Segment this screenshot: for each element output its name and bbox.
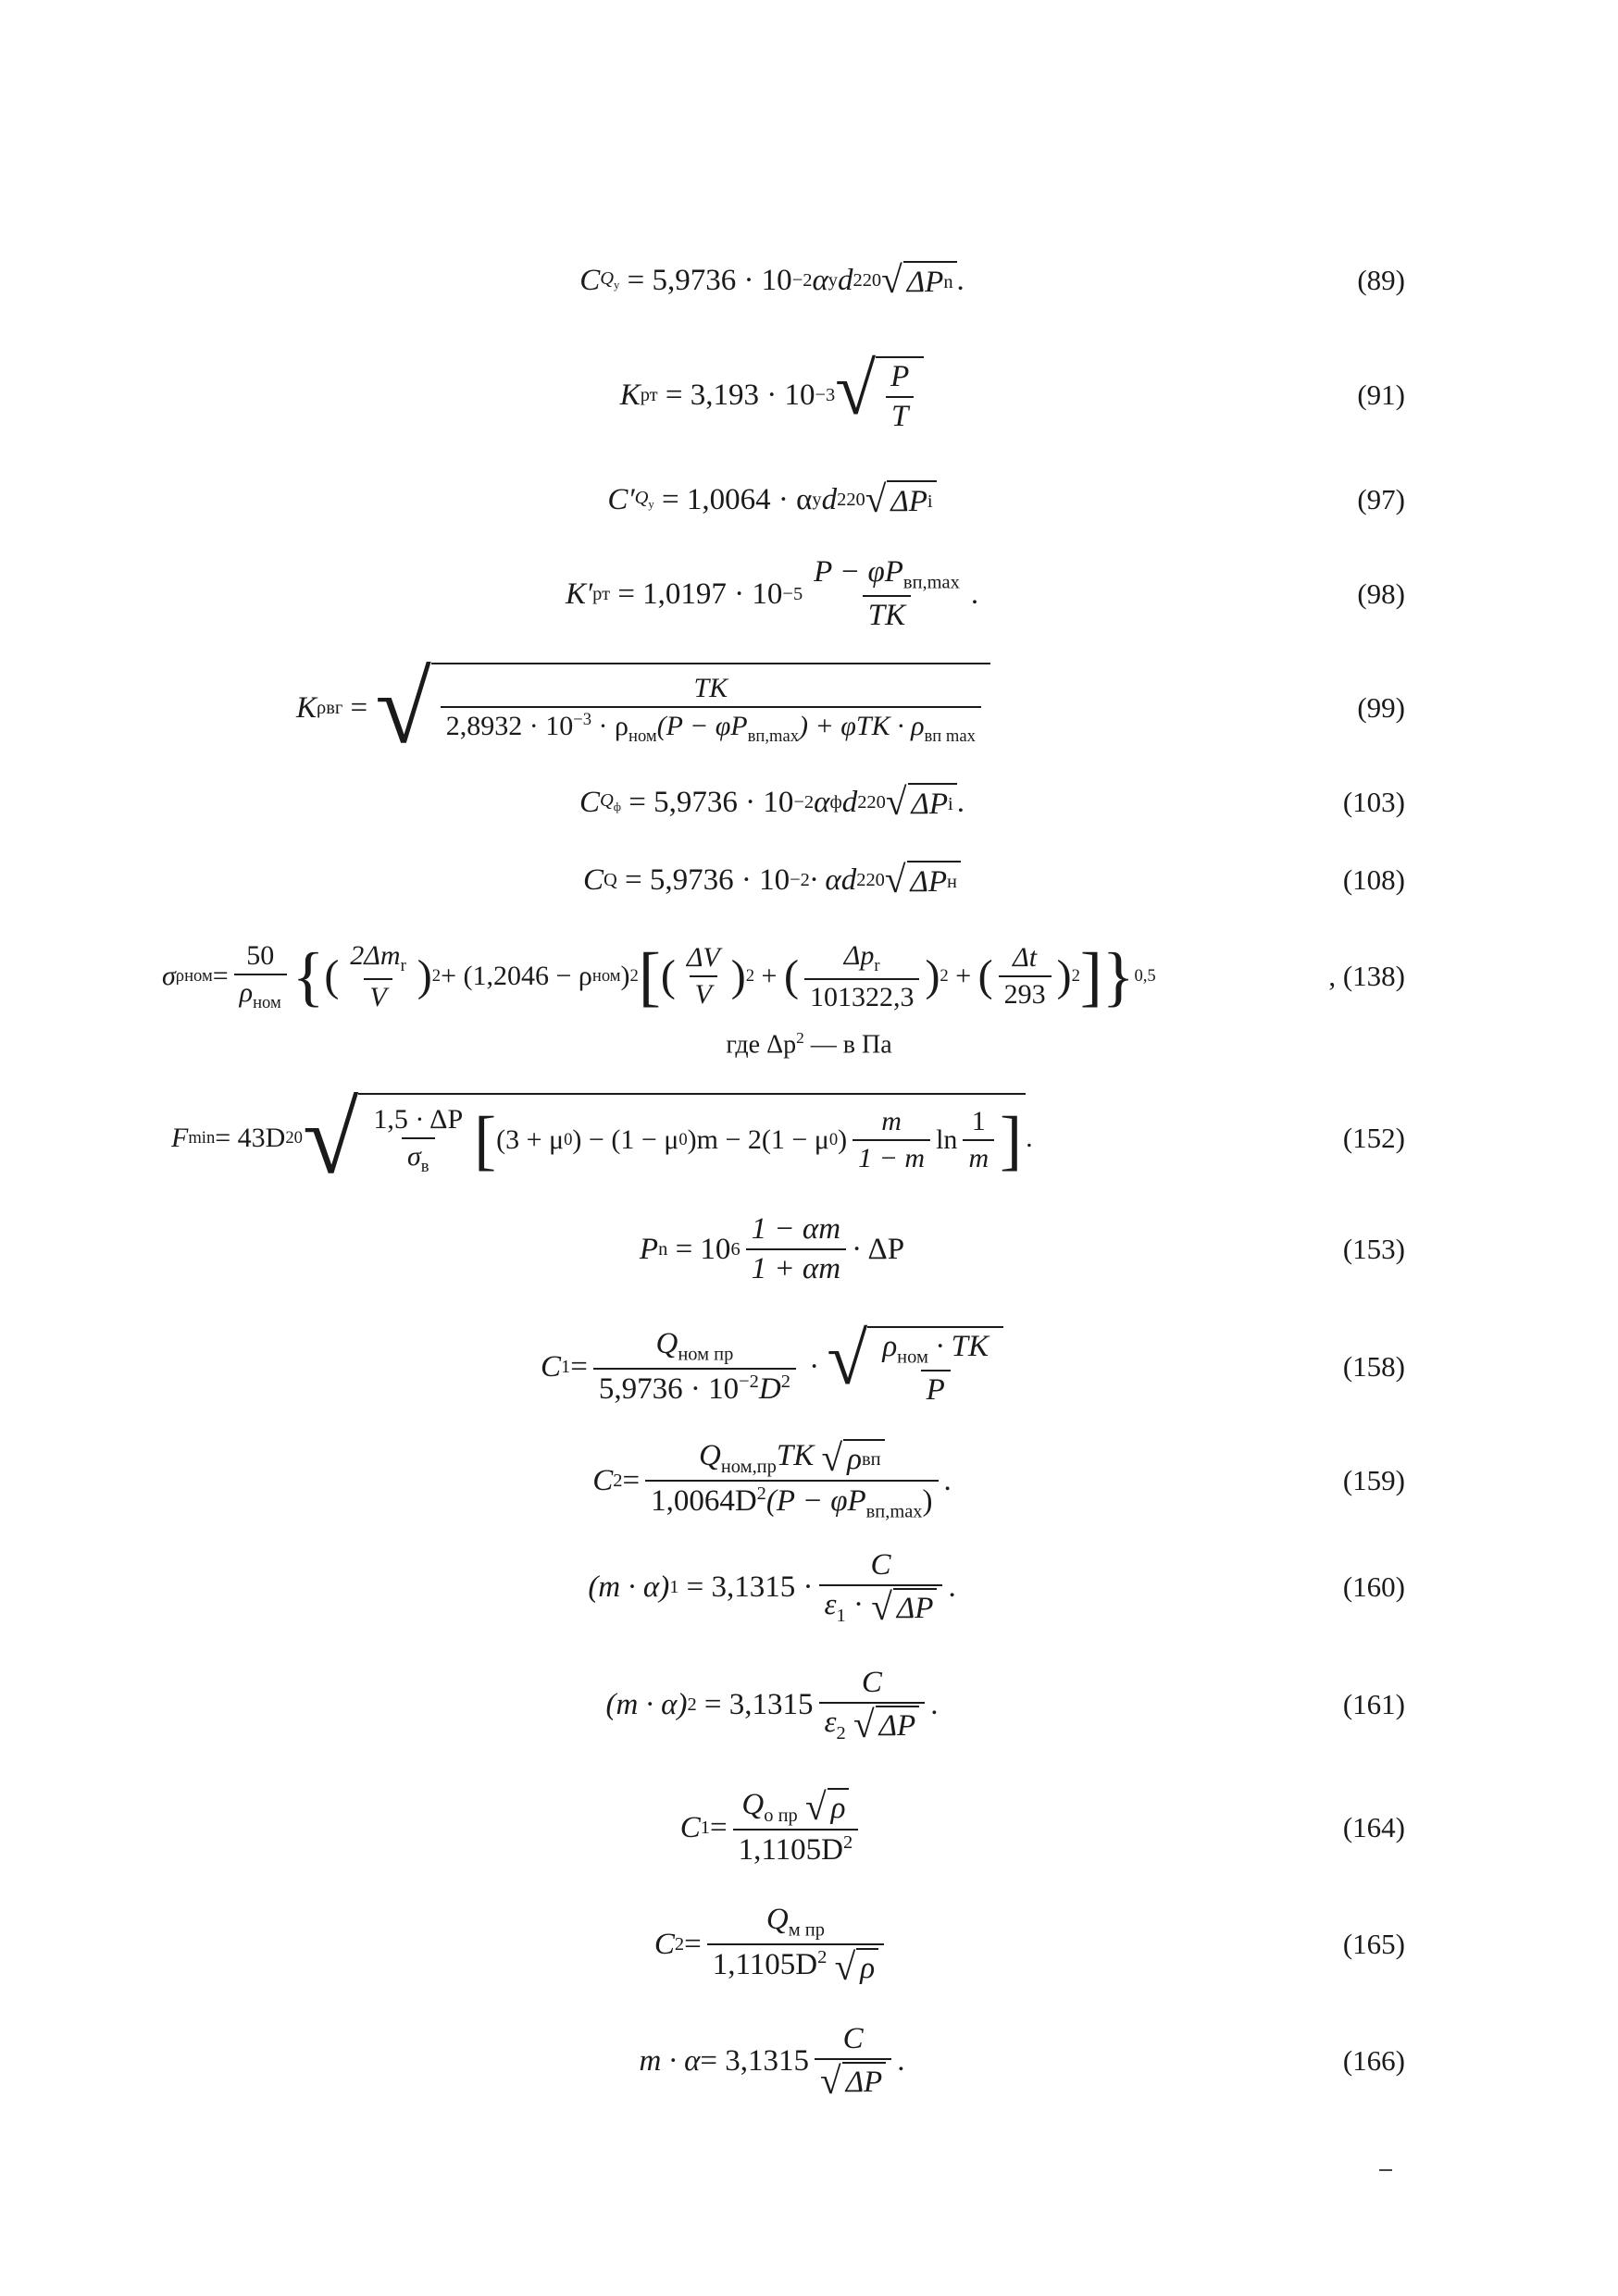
formula-97: C′ $Q_y$ = 1,0064 · α y d 2 20 √ ΔP i (97) [607, 478, 1405, 521]
equation-number: (103) [1342, 786, 1405, 818]
margin-mark [1379, 2169, 1392, 2171]
formula-91: K рт = 3,193 · 10 −3 √ P T (91) [619, 349, 1405, 433]
equation-number: (91) [1357, 379, 1405, 411]
formula-99: K ρвг = √ TK $2,8932 \cdot 10^{-3} \cdot \rho_{ном}(P - \varphi P_{вп,max}) + \varphi TK \cdot \rho_{вп max}$ (99) [296, 651, 1405, 764]
formula-103: C $Q_ф$ = 5,9736 · 10 −2 α ф d 2 20 √ ΔP i . (103) [579, 780, 1405, 824]
note-text: где $\Delta p^2$ — в Па [726, 1029, 892, 1060]
formula-98: K′ рт = 1,0197 · 10 −5 $P - \varphi P_{вп,max}$ TK . (98) [565, 554, 1405, 633]
equation-number: (97) [1357, 483, 1405, 515]
formula-166: m · α = 3,1315 C √ ΔP . (166) [639, 2021, 1405, 2102]
equation-number: (164) [1342, 1811, 1405, 1843]
formula-152: F min = 43D 20 √ 1,5 · ΔP $\sigma_в$ [ (3 + μ 0 ) − (1 − μ 0 )m − 2(1 − μ 0 ) m 1 − m ln 1 m ] . (152) [171, 1081, 1405, 1195]
formula-159: C 2 = $Q_{ном,пр}TK$ √ ρ вп $1,0064D^2(P - \varphi P_{вп,max})$ . (159) [592, 1435, 1405, 1522]
equation-number: (152) [1342, 1122, 1405, 1154]
formula-153: P n = 10 6 1 − αm 1 + αm · ΔP (153) [639, 1212, 1405, 1285]
equation-number: (166) [1342, 2044, 1405, 2077]
formula-160: (m · α) 1 = 3,1315 · C $\varepsilon_1$ · √ ΔP . (160) [588, 1547, 1405, 1628]
equation-number: (158) [1342, 1350, 1405, 1383]
equation-number: (160) [1342, 1570, 1405, 1603]
formula-165: C 2 = $Q_{м пр}$ $1,1105D^2$ √ ρ (165) [653, 1903, 1405, 1988]
formula-138: σ ρном = 50 $\rho_{ном}$ { ( $2\Delta m_r$ V ) 2 + (1,2046 − ρ ном ) 2 [ ( ΔV V ) 2 + ( $\Delta p_r$ 101322,3 ) 2 + ( Δt 293 ) 2 ] } 0,5 , (138) [162, 939, 1405, 1013]
equation-number: (99) [1357, 691, 1405, 724]
equation-number: (153) [1342, 1233, 1405, 1265]
equation-number: (161) [1342, 1688, 1405, 1720]
equation-number: (108) [1342, 863, 1405, 896]
equation-number: , (138) [1328, 960, 1405, 992]
equation-number: (98) [1357, 577, 1405, 610]
formula-164: C 1 = $Q_{o пр}$ √ ρ $1,1105D^2$ (164) [679, 1785, 1405, 1867]
formula-158: C 1 = $Q_{ном пр}$ $5,9736 \cdot 10^{-2}D^2$ · √ $\rho_{ном}$ · TK P (158) [541, 1318, 1405, 1408]
formula-89: C $Q_y$ = 5,9736 · 10 −2 α y d 2 20 √ ΔP n . (89) [579, 258, 1405, 302]
equation-number: (89) [1357, 264, 1405, 296]
equation-number: (165) [1342, 1928, 1405, 1960]
equation-number: (159) [1342, 1464, 1405, 1496]
formula-161: (m · α) 2 = 3,1315 C $\varepsilon_2$ √ ΔP . (161) [605, 1665, 1405, 1745]
formula-108: C Q = 5,9736 · 10 −2 · α d 2 20 √ ΔP н (108) [583, 858, 1405, 901]
